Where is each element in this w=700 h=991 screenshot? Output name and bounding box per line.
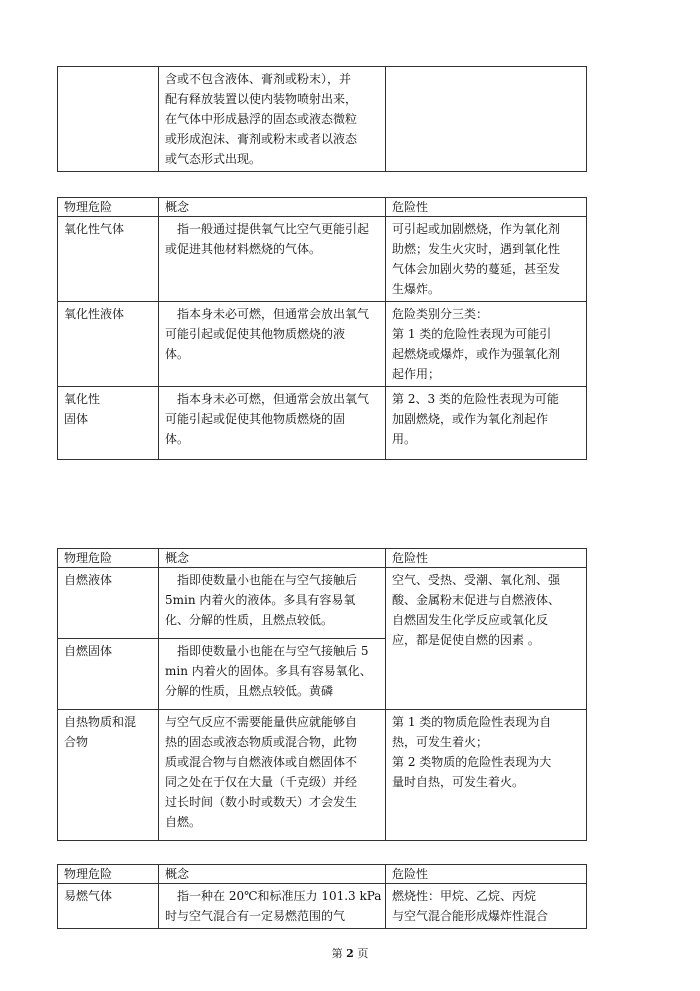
table-row (58, 387, 587, 460)
hazard-cell: 第 1 类的物质危险性表现为自 热，可发生着火； 第 2 类物质的危险性表现为大 量时自热，可发生着火。 (386, 710, 587, 841)
concept-cell: 指本身未必可燃，但通常会放出氧气 可能引起或促使其他物质燃烧的固 体。 (159, 387, 386, 460)
column-header: 物理危险 (58, 198, 159, 217)
table-flammable-gas (57, 864, 587, 929)
hazard-name: 氧化性气体 (58, 217, 159, 302)
column-header: 概念 (159, 198, 386, 217)
hazard-cell: 危险类别分三类： 第 1 类的危险性表现为可能引 起燃烧或爆炸，或作为强氧化剂 起作用； (386, 302, 587, 387)
table-row (58, 884, 587, 929)
table-row (58, 568, 587, 639)
concept-cell: 指本身未必可燃，但通常会放出氧气 可能引起或促使其他物质燃烧的液 体。 (159, 302, 386, 387)
table-row (58, 67, 587, 172)
concept-cell: 与空气反应不需要能量供应就能够自 热的固态或液态物质或混合物，此物 质或混合物与自燃液体或自燃固体不 同之处在于仅在大量（千克级）并经 过长时间（数小时或数天）才会发生 自燃。 (159, 710, 386, 841)
column-header: 物理危险 (58, 549, 159, 568)
column-header: 危险性 (386, 198, 587, 217)
table-header-row (58, 549, 587, 568)
hazard-name: 自燃固体 (58, 639, 159, 710)
hazard-name: 自热物质和混 合物 (58, 710, 159, 841)
table-pyrophoric (57, 548, 587, 841)
hazard-name: 氧化性 固体 (58, 387, 159, 460)
table-row (58, 710, 587, 841)
table-row (58, 217, 587, 302)
hazard-name: 易燃气体 (58, 884, 159, 929)
column-header: 概念 (159, 549, 386, 568)
table-cell (386, 67, 587, 172)
column-header: 物理危险 (58, 865, 159, 884)
hazard-cell: 燃烧性：甲烷、乙烷、丙烷 与空气混合能形成爆炸性混合 (386, 884, 587, 929)
hazard-name: 氧化性液体 (58, 302, 159, 387)
table-cell (58, 67, 159, 172)
concept-cell: 指一种在 20℃和标准压力 101.3 kPa 时与空气混合有一定易燃范围的气 (159, 884, 386, 929)
concept-cell: 指即使数量小也能在与空气接触后 5 min 内着火的固体。多具有容易氧化、 分解的性质，且燃点较低。黄磷 (159, 639, 386, 710)
table-cell: 含或不包含液体、膏剂或粉末），并 配有释放装置以使内装物喷射出来， 在气体中形成悬浮的固态或液态微粒 或形成泡沫、膏剂或粉末或者以液态 或气态形式出现。 (159, 67, 386, 172)
table-oxidizing (57, 197, 587, 460)
column-header: 危险性 (386, 549, 587, 568)
column-header: 危险性 (386, 865, 587, 884)
table-continued (57, 66, 587, 172)
hazard-cell: 空气、受热、受潮、氧化剂、强 酸、金属粉末促进与自燃液体、 自燃固发生化学反应或氧化反 应，都是促使自燃的因素 。 (386, 568, 587, 710)
page-number: 第 2 页 (331, 947, 369, 960)
table-row (58, 302, 587, 387)
hazard-cell: 第 2、3 类的危险性表现为可能 加剧燃烧，或作为氧化剂起作 用。 (386, 387, 587, 460)
concept-cell: 指即使数量小也能在与空气接触后 5min 内着火的液体。多具有容易氧 化、分解的性质，且燃点较低。 (159, 568, 386, 639)
table-header-row (58, 865, 587, 884)
hazard-name: 自燃液体 (58, 568, 159, 639)
table-header-row (58, 198, 587, 217)
hazard-cell: 可引起或加剧燃烧，作为氧化剂 助燃；发生火灾时，遇到氧化性 气体会加剧火势的蔓延，甚至发 生爆炸。 (386, 217, 587, 302)
column-header: 概念 (159, 865, 386, 884)
concept-cell: 指一般通过提供氧气比空气更能引起 或促进其他材料燃烧的气体。 (159, 217, 386, 302)
